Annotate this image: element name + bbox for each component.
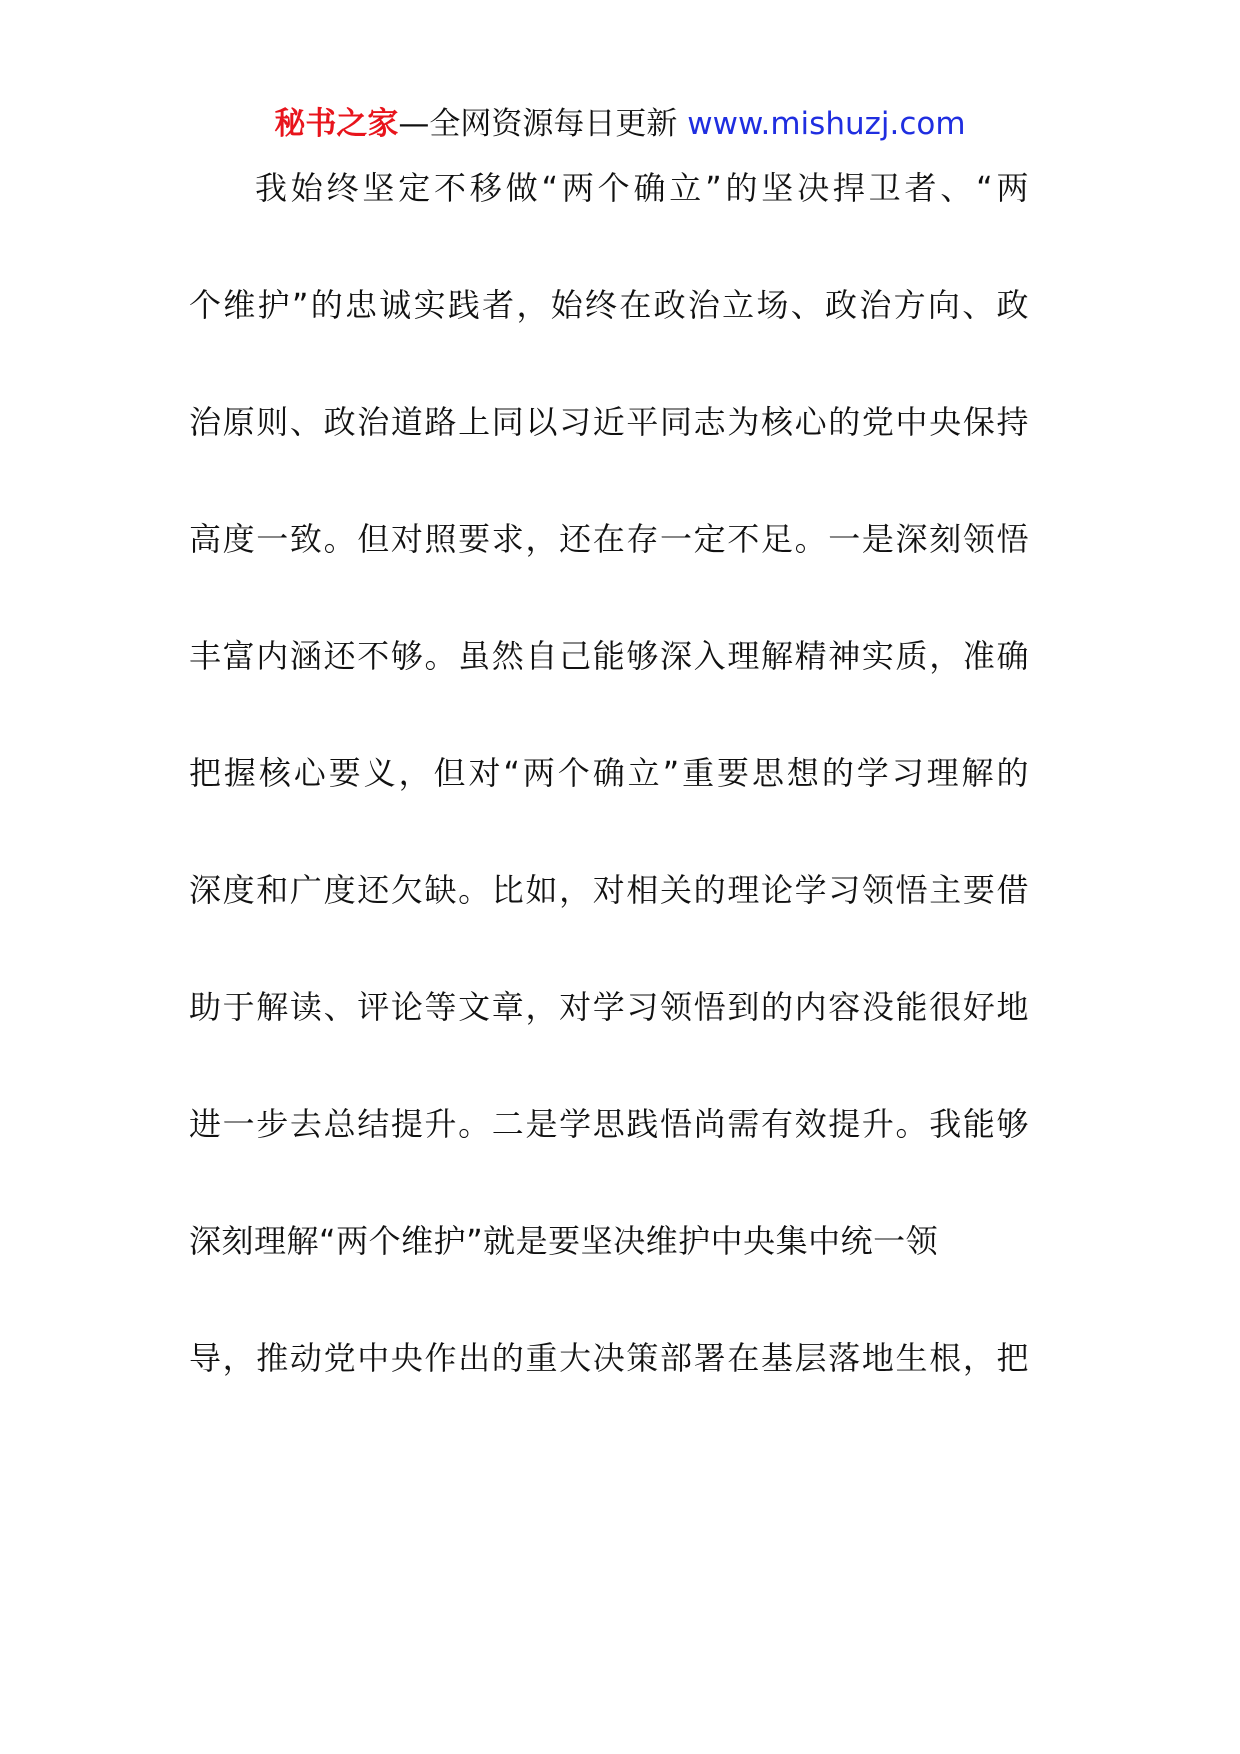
body-line: 我始终坚定不移做“两个确立”的坚决捍卫者、“两 — [255, 169, 1029, 207]
body-line: 把握核心要义，但对“两个确立”重要思想的学习理解的 — [189, 754, 1029, 792]
body-line: 深刻理解“两个维护”就是要坚决维护中央集中统一领 — [189, 1222, 939, 1260]
body-line: 深度和广度还欠缺。比如，对相关的理论学习领悟主要借 — [189, 871, 1029, 909]
body-line: 导，推动党中央作出的重大决策部署在基层落地生根，把 — [189, 1339, 1029, 1377]
body-line: 个维护”的忠诚实践者，始终在政治立场、政治方向、政 — [189, 286, 1029, 324]
body-line: 丰富内涵还不够。虽然自己能够深入理解精神实质，准确 — [189, 637, 1029, 675]
site-header — [0, 104, 1240, 144]
body-line: 进一步去总结提升。二是学思践悟尚需有效提升。我能够 — [189, 1105, 1029, 1143]
site-name: 秘书之家 — [274, 106, 399, 142]
site-url-link[interactable]: www.mishuzj.com — [687, 106, 966, 142]
body-line: 治原则、政治道路上同以习近平同志为核心的党中央保持 — [189, 403, 1029, 441]
site-tagline: —全网资源每日更新 — [398, 106, 688, 142]
body-line: 高度一致。但对照要求，还在存一定不足。一是深刻领悟 — [189, 520, 1029, 558]
body-line: 助于解读、评论等文章，对学习领悟到的内容没能很好地 — [189, 988, 1029, 1026]
